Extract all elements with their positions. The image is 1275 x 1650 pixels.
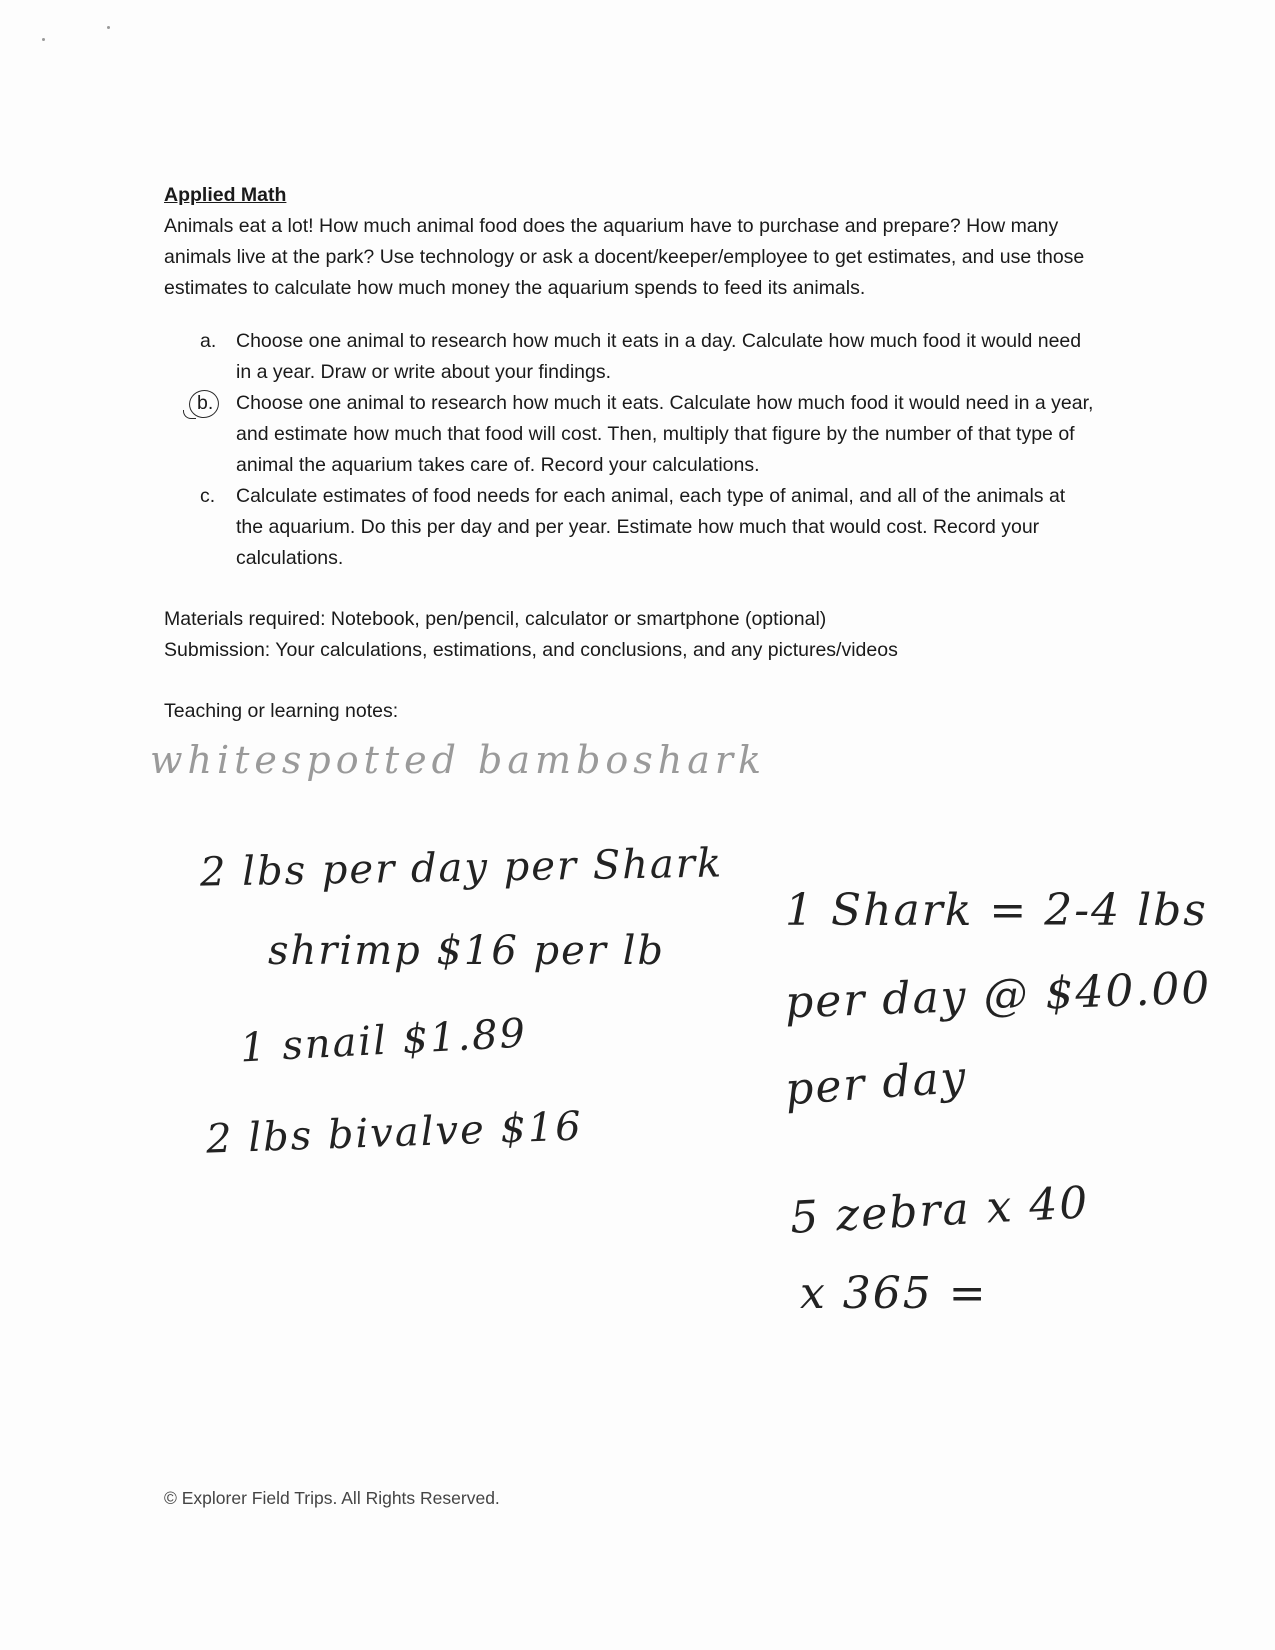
materials-line: Materials required: Notebook, pen/pencil, calculator or smartphone (optional) [164, 608, 827, 630]
handwritten-note: per day @ $40.00 [784, 962, 1213, 1029]
task-item-c [164, 481, 1094, 574]
task-text: Choose one animal to research how much it eats. Calculate how much food it would need in a year, and estimate how much that food will cost. Then, multiply that figure by the number of that type of animal the aquarium takes care of. Record your calculations. [236, 392, 1094, 476]
handwritten-note: 1 Shark = 2-4 lbs [785, 885, 1208, 936]
handwritten-note: shrimp $16 per lb [268, 928, 666, 974]
task-letter: a. [200, 330, 217, 352]
copyright-footer: © Explorer Field Trips. All Rights Reserved. [164, 1488, 500, 1508]
submission-line: Submission: Your calculations, estimations, and conclusions, and any pictures/videos [164, 639, 898, 661]
section-heading: Applied Math [164, 184, 287, 206]
task-item-a [164, 326, 1094, 388]
scan-speck [107, 26, 110, 29]
task-list [164, 326, 1094, 574]
printed-content [164, 180, 1094, 727]
task-letter-circled: b. [197, 388, 213, 419]
task-letter: c. [200, 485, 216, 507]
handwritten-note: per day [783, 1051, 970, 1116]
handwritten-note: 5 zebra x 40 [788, 1177, 1091, 1244]
handwritten-note: 1 snail $1.89 [238, 1010, 529, 1072]
task-text: Calculate estimates of food needs for each animal, each type of animal, and all of the animals at the aquarium. Do this per day and per year. Estimate how much that would cost. Record your calculations. [236, 485, 1066, 569]
intro-paragraph: Animals eat a lot! How much animal food does the aquarium have to purchase and prepare? How many animals live at the park? Use technology or ask a docent/keeper/employee to get estimates, and use those estimates to calculate how much money the aquarium spends to feed its animals. [164, 215, 1085, 299]
handwritten-note: 2 lbs bivalve $16 [205, 1103, 584, 1163]
scan-speck [42, 38, 45, 41]
task-item-b [164, 388, 1094, 481]
handwritten-animal-name: whitespotted bamboshark [150, 738, 767, 782]
task-text: Choose one animal to research how much it eats in a day. Calculate how much food it would need in a year. Draw or write about your findings. [236, 330, 1082, 383]
handwritten-note: 2 lbs per day per Shark [199, 840, 724, 896]
notes-label: Teaching or learning notes: [164, 700, 399, 722]
handwritten-note: x 365 = [800, 1268, 988, 1319]
